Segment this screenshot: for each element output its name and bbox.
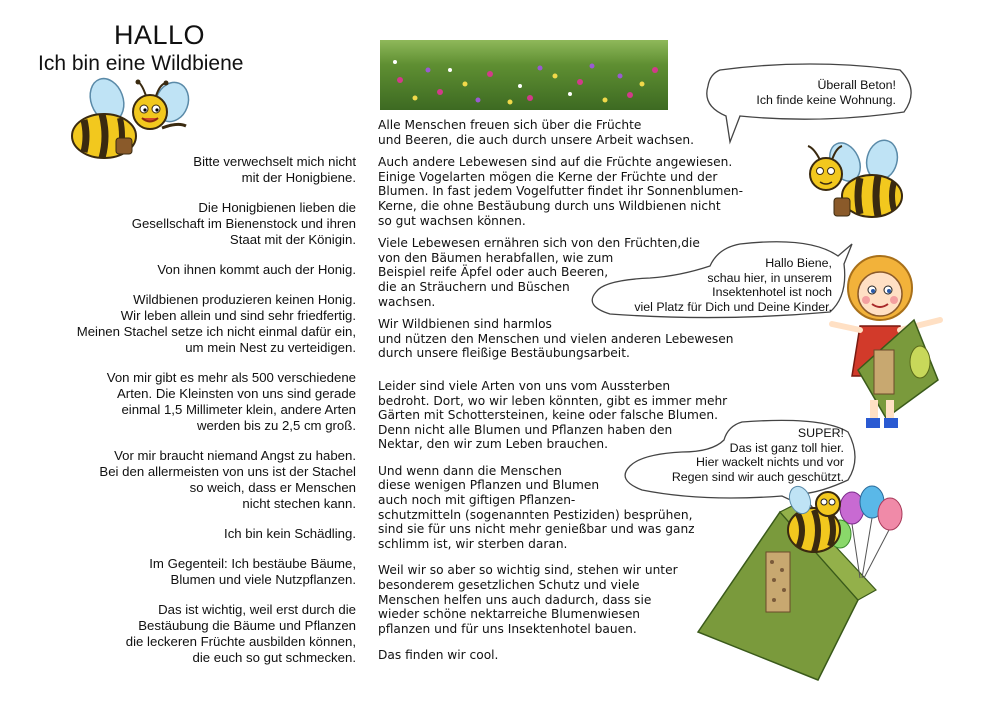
left-paragraph: Von ihnen kommt auch der Honig. [157,262,356,277]
left-paragraph: Ich bin kein Schädling. [224,526,356,541]
left-paragraph: Vor mir braucht niemand Angst zu haben. Bei den allermeisten von uns ist der Stachel so weich, dass er Menschen nicht stechen kann. [99,448,356,511]
page-subtitle: Ich bin eine Wildbiene [38,52,244,75]
bubble-text-girl: Hallo Biene, schau hier, in unserem Insektenhotel ist noch viel Platz für Dich und Deine Kinder. [634,256,832,314]
middle-paragraph: Leider sind viele Arten von uns vom Aussterben bedroht. Dort, wo wir leben könnten, gibt es immer mehr Gärten mit Schottersteinen, keine oder falsche Blumen. Denn nicht alle Blumen und Pflanzen haben den Nektar, den wir zum Leben brauchen. [378,378,728,452]
bubble-text-bee-top: Überall Beton! Ich finde keine Wohnung. [756,78,896,107]
middle-paragraph: Und wenn dann die Menschen diese wenigen Pflanzen und Blumen auch noch mit giftigen Pflanzen- schutzmitteln (sogenannten Pestiziden) besprühen, sind sie für uns nicht mehr genießbar und was ganz schlimm ist, wir sterben daran. [378,463,695,551]
middle-paragraph: Viele Lebewesen ernähren sich von den Früchten,die von den Bäumen herabfallen, wie zum Beispiel reife Äpfel oder auch Beeren, die an Sträuchern und Büschen wachsen. [378,236,700,309]
left-paragraph: Das ist wichtig, weil erst durch die Bestäubung die Bäume und Pflanzen die leckeren Früchte ausbilden können, die euch so gut schmecken. [125,602,356,665]
flower-meadow-image [380,40,668,110]
middle-paragraph: Wir Wildbienen sind harmlos und nützen den Menschen und vielen anderen Lebewesen durch unsere fleißige Bestäubungsarbeit. [378,317,734,361]
middle-paragraph: Auch andere Lebewesen sind auf die Früchte angewiesen. Einige Vogelarten mögen die Kerne der Früchte und der Blumen. In fast jedem Vogelfutter findet ihr Sonnenblumen- Kerne, die ohne Bestäubung durch uns Wildbienen nicht so gut wachsen können. [378,155,744,228]
bee-illustration-right [790,140,920,230]
middle-paragraph: Alle Menschen freuen sich über die Früchte und Beeren, die auch durch unsere Arbeit wachsen. [378,118,694,147]
left-paragraph: Wildbienen produzieren keinen Honig. Wir leben allein und sind sehr friedfertig. Meinen Stachel setze ich nicht einmal dafür ein, um mein Nest zu verteidigen. [76,292,356,355]
speech-bubble-bee-top [700,62,920,152]
left-paragraph: Von mir gibt es mehr als 500 verschiedene Arten. Die Kleinsten von uns sind gerade einmal 1,5 Millimeter klein, andere Arten werden bis zu 2,5 cm groß. [106,370,356,433]
left-paragraph: Im Gegenteil: Ich bestäube Bäume, Blumen und viele Nutzpflanzen. [149,556,356,587]
left-paragraph: Die Honigbienen lieben die Gesellschaft im Bienenstock und ihren Staat mit der Königin. [131,200,356,247]
left-paragraph: Bitte verwechselt mich nicht mit der Honigbiene. [193,154,356,185]
girl-with-insect-hotel-illustration [828,250,948,440]
bee-with-insect-hotel-illustration [690,484,930,684]
bubble-text-bee-bottom: SUPER! Das ist ganz toll hier. Hier wackelt nichts und vor Regen sind wir auch geschützt. [671,426,844,484]
page-title: HALLO [114,20,206,50]
left-text-column [28,154,356,680]
middle-paragraph: Weil wir so aber so wichtig sind, stehen wir unter besonderem gesetzlichen Schutz und viele Menschen helfen uns auch dadurch, dass sie wieder schöne nektarreiche Blumenwiesen pflanzen und für uns Insektenhotel bauen. [378,563,678,636]
middle-paragraph: Das finden wir cool. [378,648,499,663]
